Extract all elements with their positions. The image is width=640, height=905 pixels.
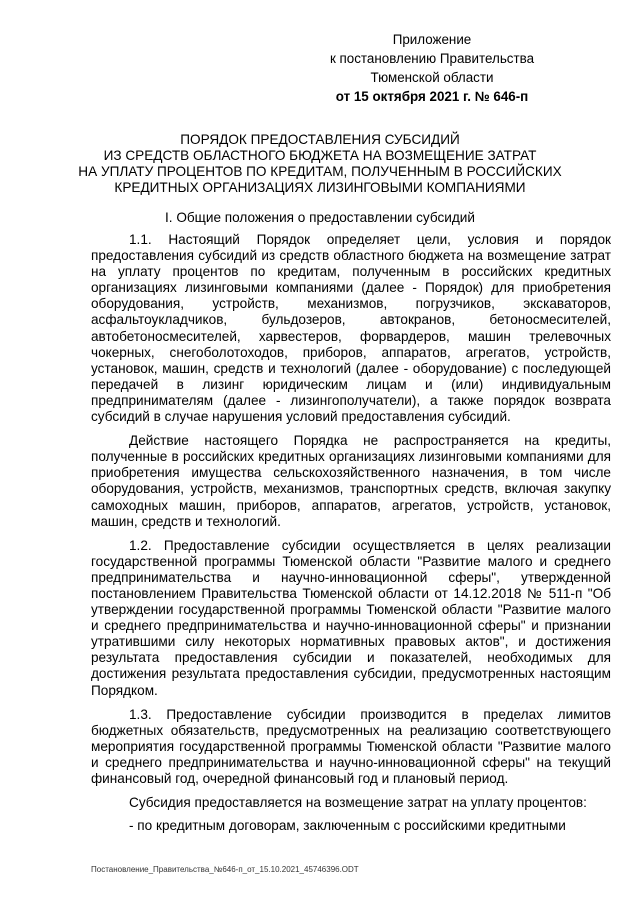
title-line-4: КРЕДИТНЫХ ОРГАНИЗАЦИЯХ ЛИЗИНГОВЫМИ КОМПАНИЯМИ	[114, 180, 526, 195]
appendix-block	[312, 30, 552, 106]
document-body	[91, 232, 611, 834]
appendix-label: Приложение	[392, 32, 472, 47]
title-line-1: ПОРЯДОК ПРЕДОСТАВЛЕНИЯ СУБСИДИЙ	[180, 132, 460, 147]
title-line-3: НА УПЛАТУ ПРОЦЕНТОВ ПО КРЕДИТАМ, ПОЛУЧЕННЫМ В РОССИЙСКИХ	[78, 164, 562, 179]
title-line-2: ИЗ СРЕДСТВ ОБЛАСТНОГО БЮДЖЕТА НА ВОЗМЕЩЕНИЕ ЗАТРАТ	[103, 148, 537, 163]
footer-filename: Постановление_Правительства_№646-п_от_15.10.2021_45746396.ODT	[91, 865, 359, 874]
appendix-region: Тюменской области	[370, 70, 494, 85]
paragraph-1-3: 1.3. Предоставление субсидии производится в пределах лимитов бюджетных обязательств, предусмотренных на реализацию соответствующего мероприятия государственной программы Тюменской области "Развитие малого и среднего предпринимательства и научно-инновационной сферы" на текущий финансовый год, очередной финансовый год и плановый период.	[91, 706, 611, 786]
paragraph-1-2: 1.2. Предоставление субсидии осуществляется в целях реализации государственной программы Тюменской области "Развитие малого и среднего предпринимательства и научно-инновационной сферы", утвержденной постановлением Правительства Тюменской области от 14.12.2018 № 511-п "Об утверждении государственной программы Тюменской области "Развитие малого и среднего предпринимательства и научно-инновационной сферы" и признании утратившими силу некоторых нормативных правовых актов", и достижения результата предоставления субсидии и показателей, необходимых для достижения результата предоставления субсидии, предусмотренных настоящим Порядком.	[91, 537, 611, 698]
appendix-resolution-ref: к постановлению Правительства	[329, 51, 535, 66]
paragraph-subsidy-purpose: Субсидия предоставляется на возмещение затрат на уплату процентов:	[129, 795, 587, 811]
paragraph-1-1: 1.1. Настоящий Порядок определяет цели, условия и порядок предоставления субсидий из средств областного бюджета на возмещение затрат на уплату процентов по кредитам, полученным в российских кредитных организациях лизинговыми компаниями (далее - Порядок) для приобретения оборудования, устройств, механизмов, погрузчиков, экскаваторов, асфальтоукладчиков, бульдозеров, автокранов, бетоносмесителей, автобетоносмесителей, харвестеров, форвардеров, машин трелевочных чокерных, снегоболотоходов, приборов, аппаратов, агрегатов, устройств, установок, машин, средств и технологий (далее - оборудование) с последующей передачей в лизинг юридическим лицам и (или) индивидуальным предпринимателям (далее - лизингополучатели), а также порядок возврата субсидий в случае нарушения условий предоставления субсидий.	[91, 232, 611, 425]
appendix-date-number: от 15 октября 2021 г. № 646-п	[335, 89, 529, 104]
paragraph-scope: Действие настоящего Порядка не распространяется на кредиты, полученные в российских кредитных организациях лизинговыми компаниями для приобретения имущества сельскохозяйственного назначения, в том числе оборудования, устройств, механизмов, транспортных средств, включая закупку самоходных машин, приборов, аппаратов, агрегатов, устройств, установок, машин, средств и технологий.	[91, 433, 611, 529]
section-heading: I. Общие положения о предоставлении субсидий	[164, 210, 475, 225]
paragraph-list-item: - по кредитным договорам, заключенным с российскими кредитными	[129, 818, 566, 834]
document-title	[60, 132, 580, 196]
